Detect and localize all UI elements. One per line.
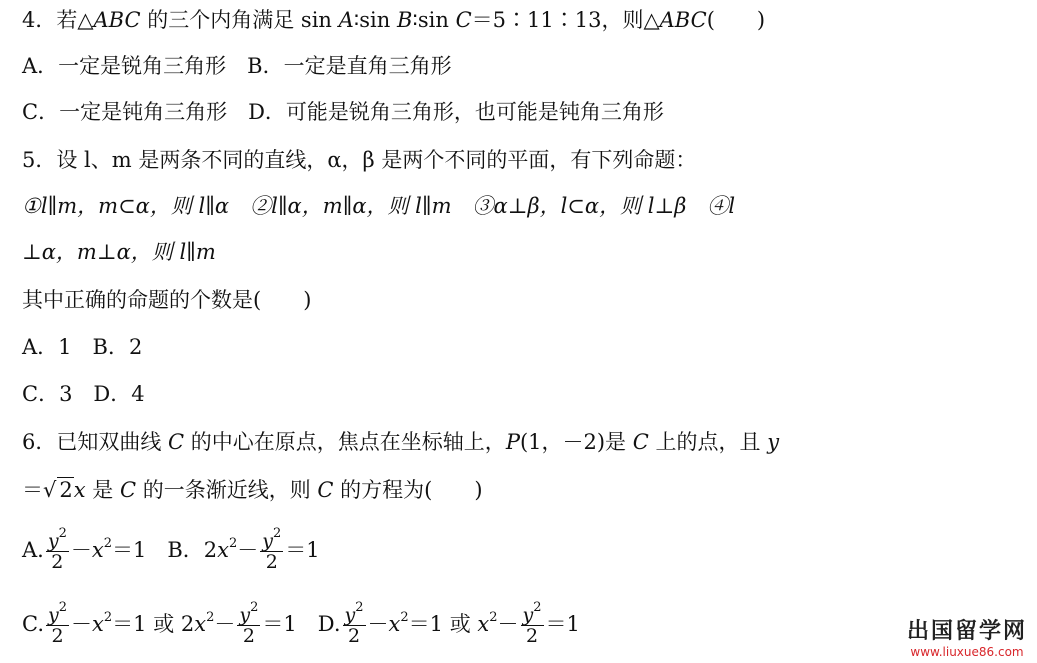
q6-stem-line2: ＝√ 2x 是 C 的一条渐近线，则 C 的方程为( ) [22,478,483,502]
q4-stem: 4．若△ABC 的三个内角满足 sin A∶sin B∶sin C＝5∶11∶13，则△ABC( ) [22,8,766,32]
fraction: $\frac{y^2}{2}$ [522,600,542,647]
q6-stem: 6．已知双曲线 C 的中心在原点，焦点在坐标轴上，P(1，－2)是 C 上的点，且 y [22,430,780,454]
q4-options-cd: C．一定是钝角三角形 D．可能是锐角三角形，也可能是钝角三角形 [22,100,664,124]
q4-options-ab: A．一定是锐角三角形 B．一定是直角三角形 [22,54,452,78]
q5-propositions-1: ①l∥m，m⊂α，则 l∥α ②l∥α，m∥α，则 l∥m ③α⊥β，l⊂α，则 l⊥β ④l [22,194,736,218]
fraction: $\frac{y^2}{2}$ [344,600,364,647]
q5-propositions-2: ⊥α，m⊥α，则 l∥m [22,240,216,264]
watermark-logo [907,619,1027,659]
fraction: $\frac{y^2}{2}$ [48,600,68,647]
watermark-title: 出国留学网 [906,619,1027,644]
fraction: $\frac{y^2}{2}$ [262,526,282,573]
fraction: $\frac{y^2}{2}$ [47,526,67,573]
q5-question: 其中正确的命题的个数是( ) [22,288,312,312]
sqrt-radical: √ [43,478,57,502]
q6-options-ab: A. $\frac{y^2}{2}$ $-x^2=1$ B．$2x^2-$ $\frac{y^2}{2}$ ＝1 [22,526,320,573]
q5-options-ab: A．1 B．2 [22,335,143,359]
q5-options-cd: C．3 D．4 [22,382,145,406]
q5-stem: 5．设 l、m 是两条不同的直线，α，β 是两个不同的平面，有下列命题： [22,148,697,172]
watermark-url: www.liuxue86.com [910,645,1024,659]
fraction: $\frac{y^2}{2}$ [239,600,259,647]
q6-options-cd: C. $\frac{y^2}{2}$ $-x^2=1$ 或 $2x^2-$ $\frac{y^2}{2}$ ＝1 D. $\frac{y^2}{2}$ $-x^2=1$ 或 $x^2-$ $\frac{y^2}{2}$ ＝1 [22,600,580,647]
